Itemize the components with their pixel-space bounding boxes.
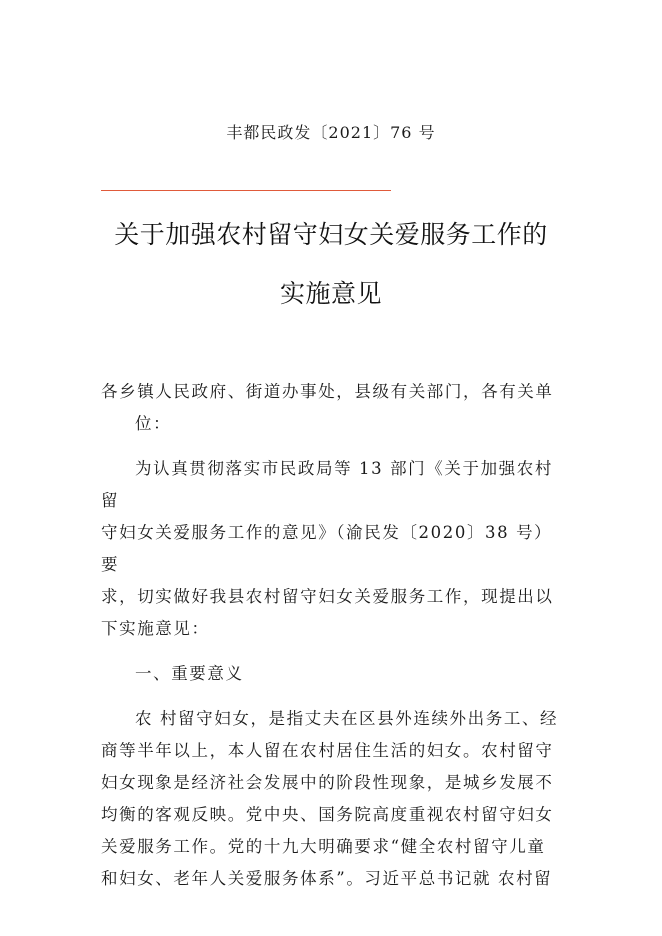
paragraph-1-line-4: 下实施意见：: [101, 619, 210, 638]
paragraph-2-line-5: 关爱服务工作。党的十九大明确要求“健全农村留守儿童: [101, 837, 546, 856]
paragraph-2-line-2: 商等半年以上，本人留在农村居住生活的妇女。农村留守: [101, 741, 554, 760]
section-1-heading: 一、重要意义: [135, 664, 244, 683]
paragraph-2-line-3: 妇女现象是经济社会发展中的阶段性现象，是城乡发展不: [101, 773, 554, 792]
paragraph-1-line-3: 求，切实做好我县农村留守妇女关爱服务工作，现提出以: [101, 587, 554, 606]
paragraph-1-line-2: 守妇女关爱服务工作的意见》（渝民发〔2020〕38 号）要: [101, 523, 553, 574]
paragraph-2-line-1: 农 村留守妇女，是指丈夫在区县外连续外出务工、经: [135, 709, 559, 728]
document-number: 丰都民政发〔2021〕76 号: [226, 123, 436, 142]
addressee-line-2: 位：: [135, 414, 172, 433]
header-divider: [101, 190, 391, 191]
document-title-line-2: 实施意见: [279, 279, 382, 308]
document-body: [101, 376, 561, 895]
paragraph-1-line-1: 为认真贯彻落实市民政局等 13 部门《关于加强农村留: [101, 459, 553, 510]
paragraph-2-line-4: 均衡的客观反映。党中央、国务院高度重视农村留守妇女: [101, 805, 554, 824]
document-title-line-1: 关于加强农村留守妇女关爱服务工作的: [114, 220, 548, 249]
paragraph-2-line-6: 和妇女、老年人关爱服务体系”。习近平总书记就 农村留: [101, 869, 553, 888]
addressee-line-1: 各乡镇人民政府、街道办事处，县级有关部门，各有关单: [101, 382, 554, 401]
